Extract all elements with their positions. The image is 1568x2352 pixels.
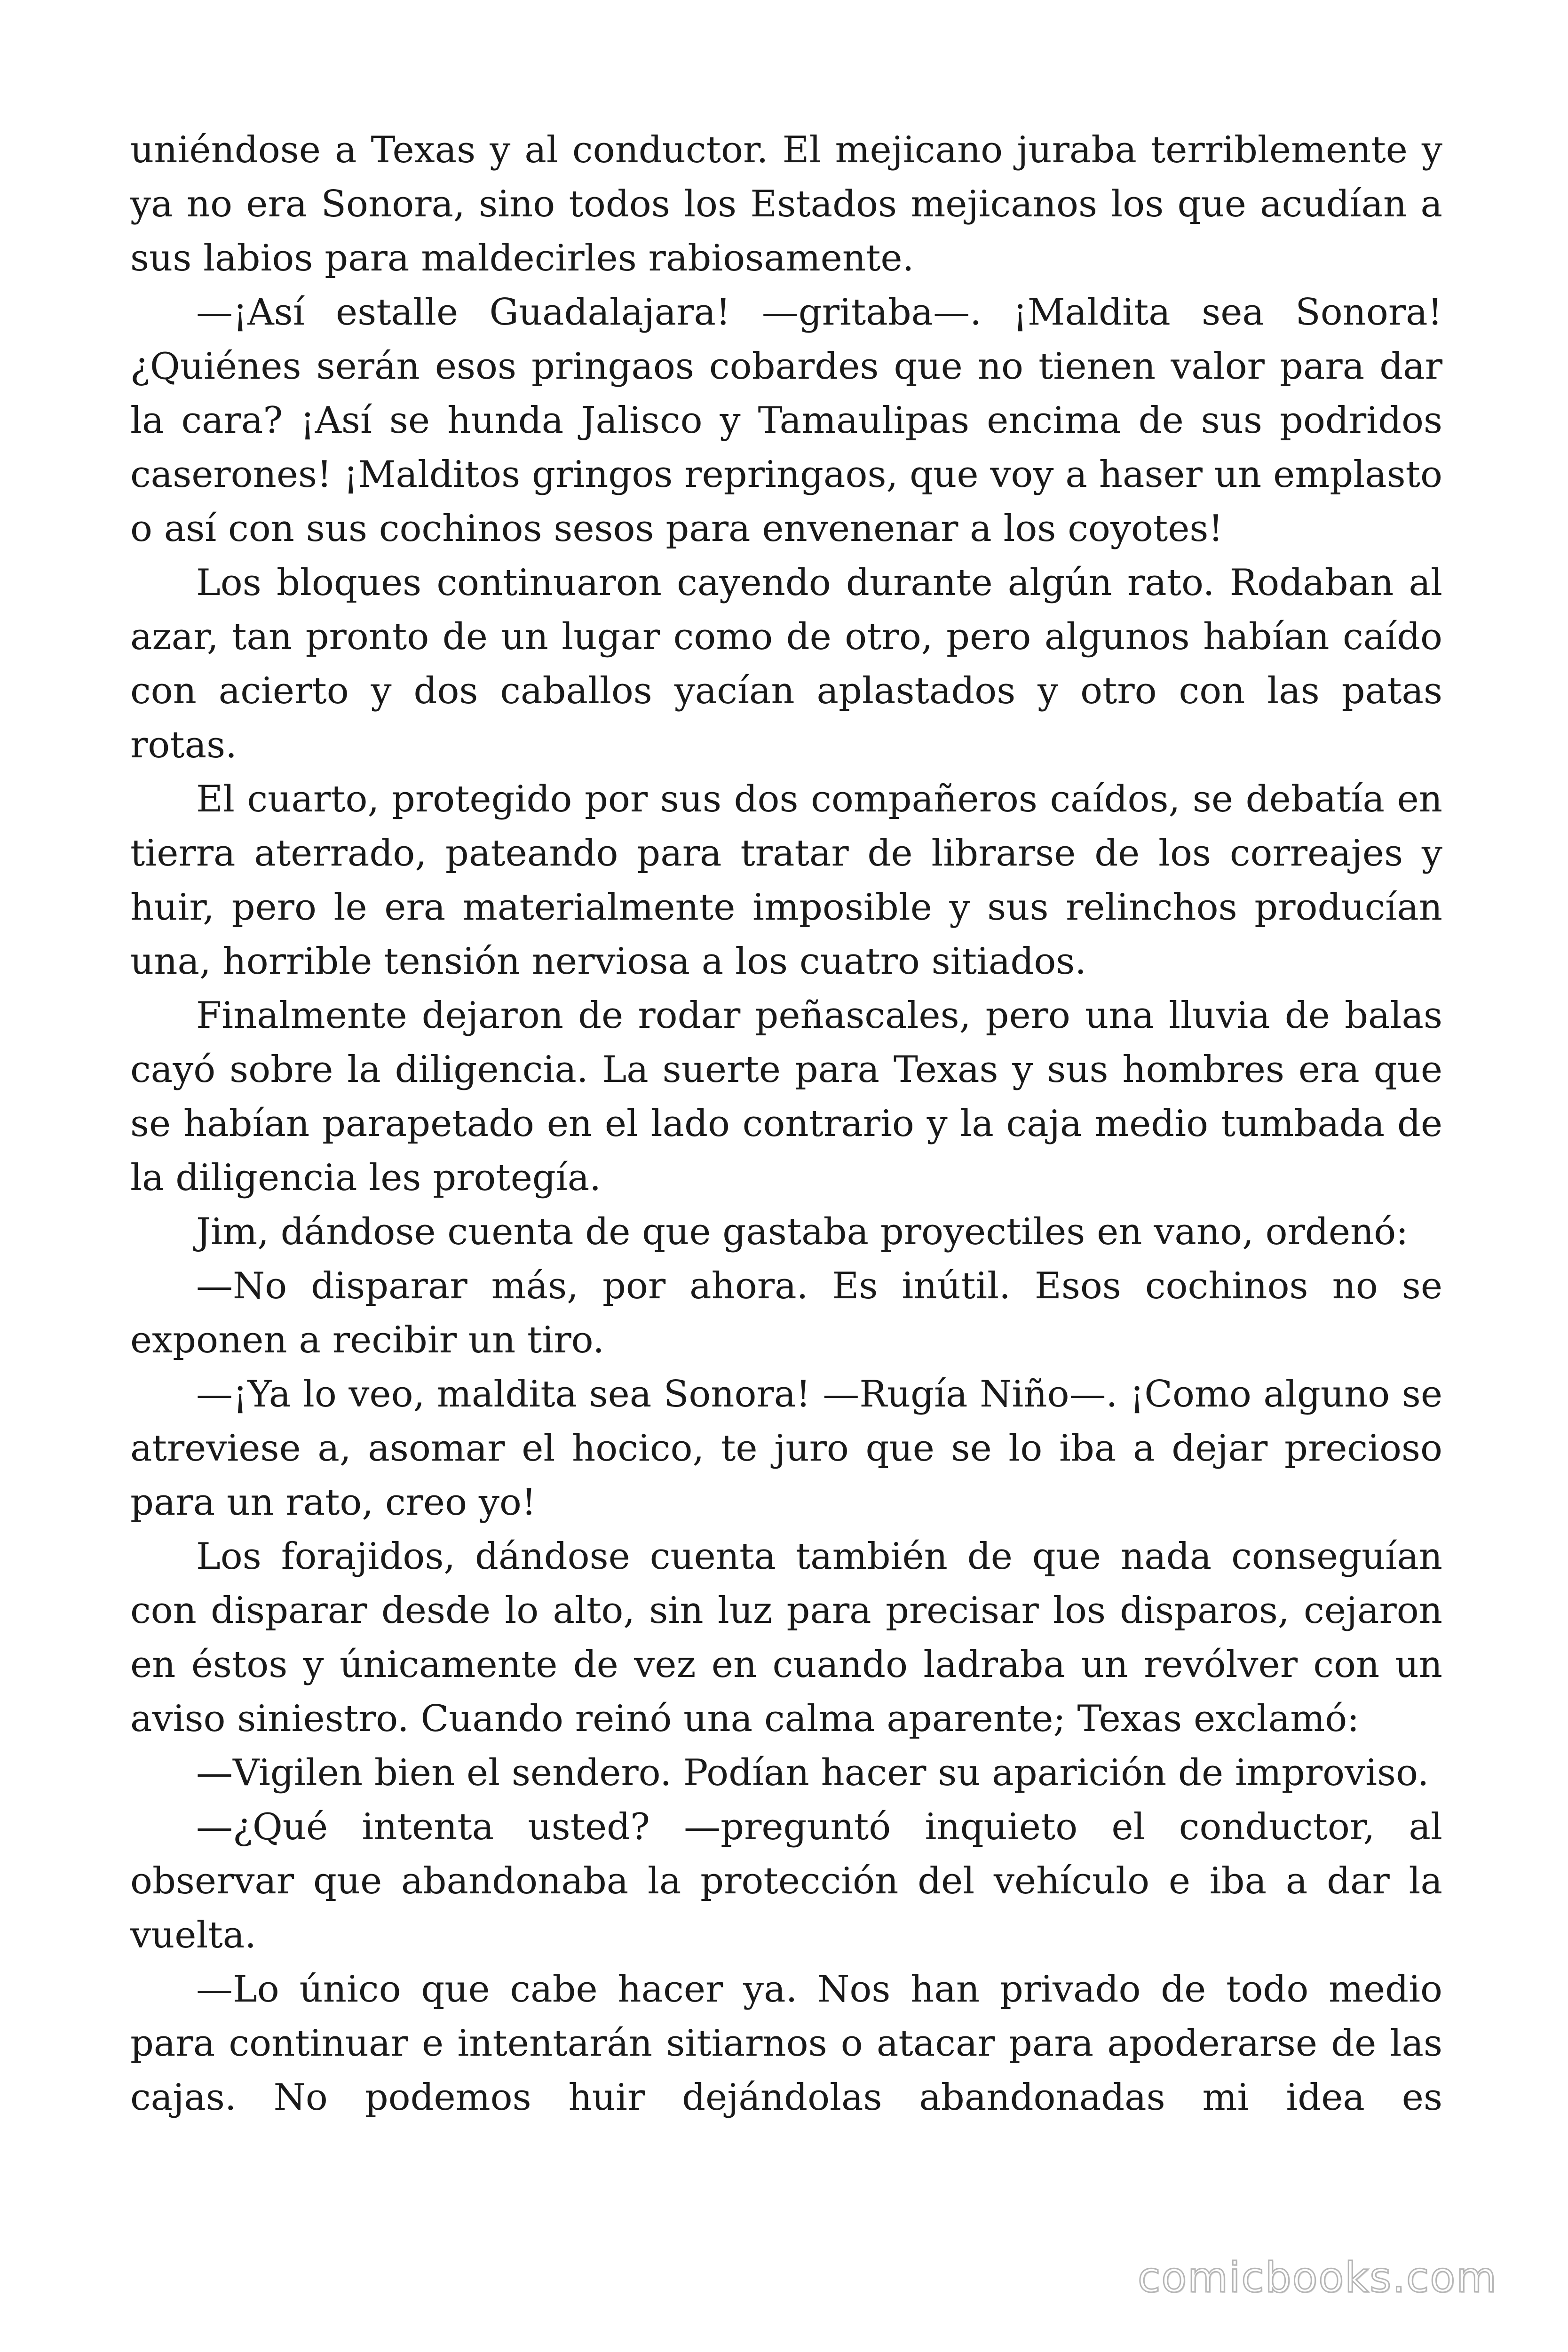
body-text bbox=[130, 123, 1442, 2125]
paragraph: Finalmente dejaron de rodar peñascales, pero una lluvia de balas cayó sobre la diligencia. La suerte para Texas y sus hombres era que se habían parapetado en el lado contrario y la caja medio tumbada de la diligencia les protegía. bbox=[130, 994, 1442, 1199]
paragraph: —¿Qué intenta usted? —preguntó inquieto el conductor, al observar que abandonaba la protección del vehículo e iba a dar la vuelta. bbox=[130, 1806, 1442, 1956]
paragraph: —Lo único que cabe hacer ya. Nos han privado de todo medio para continuar e intentarán sitiarnos o atacar para apoderarse de las cajas. No podemos huir dejándolas abandonadas mi idea es bbox=[130, 1968, 1442, 2119]
paragraph: —No disparar más, por ahora. Es inútil. Esos cochinos no se exponen a recibir un tiro. bbox=[130, 1265, 1442, 1361]
paragraph: Los forajidos, dándose cuenta también de que nada conseguían con disparar desde lo alto, sin luz para precisar los disparos, cejaron en éstos y únicamente de vez en cuando ladraba un revólver con un aviso siniestro. Cuando reinó una calma aparente; Texas exclamó: bbox=[130, 1535, 1442, 1740]
watermark: comicbooks.com bbox=[1137, 2253, 1497, 2302]
paragraph: Jim, dándose cuenta de que gastaba proyectiles en vano, ordenó: bbox=[196, 1211, 1409, 1253]
paragraph: —¡Así estalle Guadalajara! —gritaba—. ¡Maldita sea Sonora! ¿Quiénes serán esos pringaos cobardes que no tienen valor para dar la cara? ¡Así se hunda Jalisco y Tamaulipas encima de sus podridos caserones! ¡Malditos gringos repringaos, que voy a haser un emplasto o así con sus cochinos sesos para envenenar a los coyotes! bbox=[130, 291, 1442, 550]
paragraph: uniéndose a Texas y al conductor. El mejicano juraba terriblemente y ya no era Sonora, sino todos los Estados mejicanos los que acudían a sus labios para maldecirles rabiosamente. bbox=[130, 129, 1442, 279]
paragraph: Los bloques continuaron cayendo durante algún rato. Rodaban al azar, tan pronto de un lugar como de otro, pero algunos habían caído con acierto y dos caballos yacían aplastados y otro con las patas rotas. bbox=[130, 562, 1442, 766]
paragraph: —¡Ya lo veo, maldita sea Sonora! —Rugía Niño—. ¡Como alguno se atreviese a, asomar el hocico, te juro que se lo iba a dejar precioso para un rato, creo yo! bbox=[130, 1373, 1442, 1524]
paragraph: —Vigilen bien el sendero. Podían hacer su aparición de improviso. bbox=[196, 1752, 1429, 1794]
paragraph: El cuarto, protegido por sus dos compañeros caídos, se debatía en tierra aterrado, pateando para tratar de librarse de los correajes y huir, pero le era materialmente imposible y sus relinchos producían una, horrible tensión nerviosa a los cuatro sitiados. bbox=[130, 778, 1442, 983]
